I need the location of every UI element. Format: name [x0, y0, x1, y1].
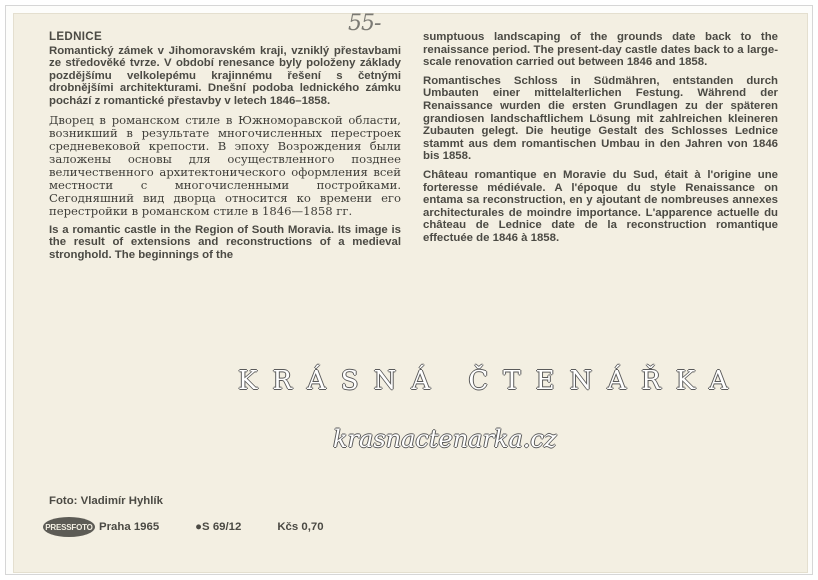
card-title: LEDNICE	[49, 30, 102, 43]
russian-text: Дворец в романском стиле в Южноморавской области, возникший в результате многочисленных перестроек средневековой крепости. В эпоху Возрождения были заложены основы для осуществленного позднее величественного архитектонического оформления всей местности с многочисленными постройками. Сегодняшний вид дворца относится ко времени его перестройки в романском стиле в 1846—1858 гг.	[49, 112, 401, 218]
postcard-back	[13, 13, 808, 573]
left-column	[49, 31, 401, 261]
watermark-url: krasnactenarka.cz	[333, 425, 557, 453]
price: Kčs 0,70	[277, 521, 324, 533]
czech-text: Romantický zámek v Jihomoravském kraji, vzniklý přestavbami ze středověké tvrze. V období renesance byly položeny základy pozdějšímu velkolepému krajinnému řešení s četnými drobnějšími architekturami. Dnešní podoba lednického zámku pochází z romantické přestavby v letech 1846–1858.	[49, 44, 401, 107]
photo-credit: Foto: Vladimír Hyhlík	[49, 495, 163, 507]
city-year: Praha 1965	[99, 521, 160, 533]
english-text-start: Is a romantic castle in the Region of South Moravia. Its image is the result of extensions and reconstructions of a medieval stronghold. The beginnings of the	[49, 223, 401, 261]
right-column	[423, 31, 778, 251]
watermark-title: KRÁSNÁ ČTENÁŘKA	[238, 366, 743, 396]
german-text: Romantisches Schloss in Südmähren, entstanden durch Umbauten einer mittelalterlichen Festung. Während der Renaissance wurden die ersten Grundlagen zu der späteren grandiosen landschaftlichem Lösung mit zahlreichen kleineren Zubauten gelegt. Die heutige Gestalt des Schlosses Lednice stammt aus dem romantischen Umbau in den Jahren von 1846 bis 1858.	[423, 74, 778, 163]
handwritten-number: 55-	[348, 11, 381, 36]
series-code: ●S 69/12	[195, 521, 242, 533]
publisher-row	[43, 516, 324, 538]
pressfoto-logo-icon: PRESSFOTO	[43, 517, 95, 537]
english-text-continued: sumptuous landscaping of the grounds date back to the renaissance period. The present-day castle dates back to a large-scale renovation carried out between 1846 and 1858.	[423, 31, 778, 69]
french-text: Château romantique en Moravie du Sud, était à l'origine une forteresse médiévale. A l'époque du style Renaissance on entama sa reconstruction, en y ajoutant de nombreuses annexes architecturales de moindre importance. L'apparence actuelle du château de Lednice date de la reconstruction romantique effectuée de 1846 à 1858.	[423, 168, 778, 244]
